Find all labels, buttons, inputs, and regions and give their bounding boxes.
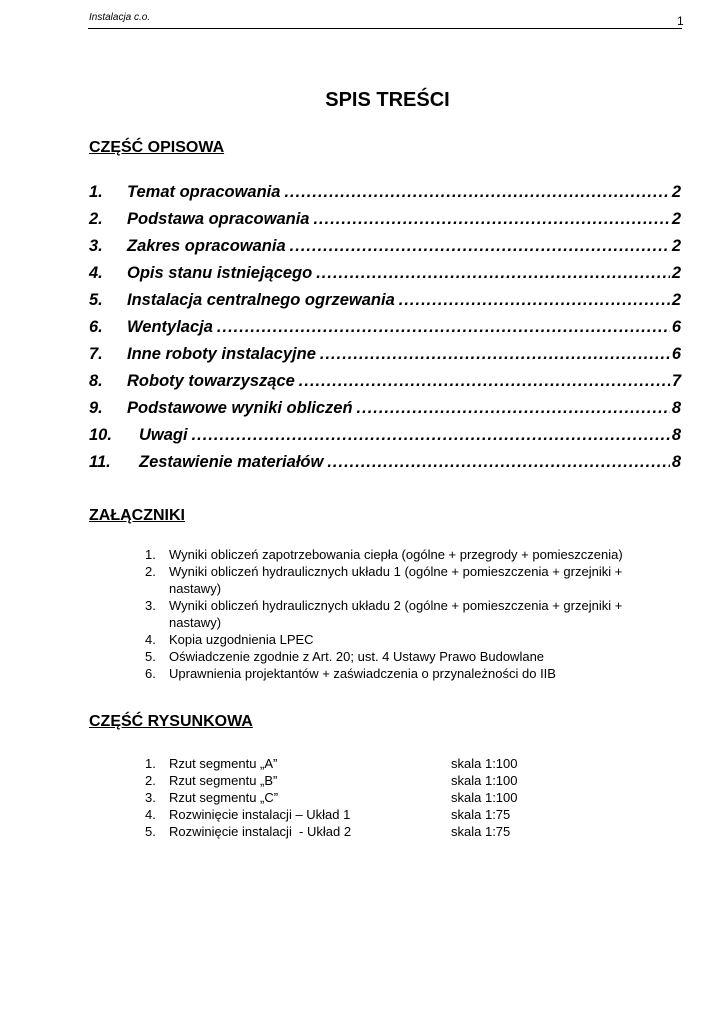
- drawing-scale: skala 1:100: [451, 790, 518, 805]
- toc-entry[interactable]: [89, 291, 681, 318]
- toc-title: Opis stanu istniejącego: [127, 264, 313, 282]
- page-number: 1: [677, 14, 684, 28]
- toc-page: 8: [671, 426, 681, 444]
- toc-page: 2: [671, 237, 681, 255]
- toc-title: Podstawa opracowania: [127, 210, 310, 228]
- drawings-list: [145, 755, 518, 840]
- drawing-scale: skala 1:100: [451, 773, 518, 788]
- toc-page: 2: [671, 210, 681, 228]
- toc-number: 8.: [89, 372, 103, 390]
- list-item: [145, 806, 518, 823]
- toc-leader: [399, 291, 670, 310]
- toc-page: 6: [671, 345, 681, 363]
- list-item: [145, 789, 518, 806]
- list-item: [145, 597, 687, 631]
- list-number: 2.: [145, 773, 156, 788]
- toc-entry[interactable]: [89, 183, 681, 210]
- list-number: 3.: [145, 790, 156, 805]
- list-item: [145, 755, 518, 772]
- toc-number: 9.: [89, 399, 103, 417]
- list-item: [145, 648, 687, 665]
- drawing-scale: skala 1:100: [451, 756, 518, 771]
- toc-page: 2: [671, 183, 681, 201]
- attachments-list: [145, 546, 687, 682]
- toc-title: Podstawowe wyniki obliczeń: [127, 399, 353, 417]
- toc-entry[interactable]: [89, 318, 681, 345]
- toc-page: 8: [671, 453, 681, 471]
- toc-title: Temat opracowania: [127, 183, 281, 201]
- toc-number: 11.: [89, 453, 111, 471]
- toc-title: Zestawienie materiałów: [139, 453, 324, 471]
- drawing-title: Rzut segmentu „A”: [169, 756, 278, 771]
- list-item: [145, 823, 518, 840]
- toc-number: 7.: [89, 345, 103, 363]
- list-text: Kopia uzgodnienia LPEC: [169, 632, 314, 647]
- page-title: SPIS TREŚCI: [325, 89, 450, 111]
- toc-entry[interactable]: [89, 237, 681, 264]
- toc-page: 6: [671, 318, 681, 336]
- section-heading-descriptive: CZĘŚĆ OPISOWA: [89, 139, 225, 156]
- toc-leader: [217, 318, 670, 337]
- list-number: 3.: [145, 598, 156, 613]
- list-number: 6.: [145, 666, 156, 681]
- list-item: [145, 665, 687, 682]
- toc-leader: [327, 453, 669, 472]
- list-text: Uprawnienia projektantów + zaświadczenia o przynależności do IIB: [169, 666, 556, 681]
- toc-number: 2.: [89, 210, 103, 228]
- toc-leader: [357, 399, 670, 418]
- toc-leader: [320, 345, 670, 364]
- toc-title: Zakres opracowania: [127, 237, 286, 255]
- toc-entry[interactable]: [89, 264, 681, 291]
- toc-entry[interactable]: [89, 399, 681, 426]
- list-number: 2.: [145, 564, 156, 579]
- list-number: 4.: [145, 632, 156, 647]
- toc-entry[interactable]: [89, 210, 681, 237]
- toc-number: 5.: [89, 291, 103, 309]
- toc-leader: [290, 237, 670, 256]
- list-text: Wyniki obliczeń hydraulicznych układu 2 (ogólne + pomieszczenia + grzejniki +: [169, 598, 623, 613]
- toc-page: 2: [671, 264, 681, 282]
- toc-title: Instalacja centralnego ogrzewania: [127, 291, 395, 309]
- list-number: 4.: [145, 807, 156, 822]
- list-text: Wyniki obliczeń zapotrzebowania ciepła (ogólne + przegrody + pomieszczenia): [169, 547, 623, 562]
- drawing-title: Rzut segmentu „C”: [169, 790, 279, 805]
- toc-leader: [299, 372, 670, 391]
- toc-number: 4.: [89, 264, 103, 282]
- list-item: [145, 772, 518, 789]
- header-divider: [88, 28, 682, 29]
- toc-number: 10.: [89, 426, 112, 444]
- list-text-continued: nastawy): [169, 615, 222, 630]
- toc-entry[interactable]: [89, 453, 681, 480]
- list-number: 1.: [145, 756, 156, 771]
- toc-title: Uwagi: [139, 426, 188, 444]
- toc-leader: [284, 183, 669, 202]
- toc-entry[interactable]: [89, 426, 681, 453]
- section-heading-attachments: ZAŁĄCZNIKI: [89, 507, 185, 524]
- toc-title: Wentylacja: [127, 318, 213, 336]
- toc-title: Roboty towarzyszące: [127, 372, 295, 390]
- drawing-title: Rozwinięcie instalacji - Układ 2: [169, 824, 352, 839]
- toc-title: Inne roboty instalacyjne: [127, 345, 316, 363]
- list-text: Wyniki obliczeń hydraulicznych układu 1 (ogólne + pomieszczenia + grzejniki +: [169, 564, 623, 579]
- drawing-scale: skala 1:75: [451, 807, 511, 822]
- toc-leader: [316, 264, 670, 283]
- list-number: 5.: [145, 824, 156, 839]
- toc-leader: [313, 210, 669, 229]
- list-item: [145, 563, 687, 597]
- toc-entry[interactable]: [89, 372, 681, 399]
- running-header: Instalacja c.o.: [89, 12, 151, 23]
- toc-number: 1.: [89, 183, 103, 201]
- toc-number: 3.: [89, 237, 103, 255]
- table-of-contents: [89, 183, 681, 480]
- list-text: Oświadczenie zgodnie z Art. 20; ust. 4 Ustawy Prawo Budowlane: [169, 649, 545, 664]
- toc-page: 8: [671, 399, 681, 417]
- toc-entry[interactable]: [89, 345, 681, 372]
- drawing-title: Rozwinięcie instalacji – Układ 1: [169, 807, 351, 822]
- toc-leader: [192, 426, 670, 445]
- list-number: 5.: [145, 649, 156, 664]
- drawing-scale: skala 1:75: [451, 824, 511, 839]
- toc-page: 7: [671, 372, 681, 390]
- list-item: [145, 631, 687, 648]
- toc-number: 6.: [89, 318, 103, 336]
- list-item: [145, 546, 687, 563]
- toc-page: 2: [671, 291, 681, 309]
- list-text-continued: nastawy): [169, 581, 222, 596]
- drawing-title: Rzut segmentu „B”: [169, 773, 278, 788]
- section-heading-drawings: CZĘŚĆ RYSUNKOWA: [89, 713, 253, 730]
- list-number: 1.: [145, 547, 156, 562]
